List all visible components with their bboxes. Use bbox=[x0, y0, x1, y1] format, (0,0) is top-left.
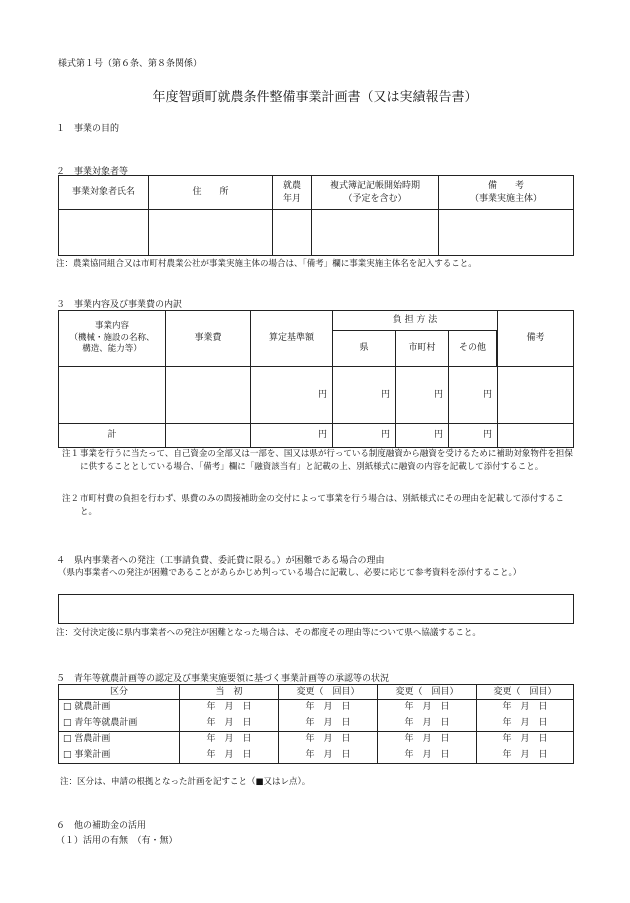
checkbox-farming-plan[interactable]: □ 就農計画 bbox=[63, 702, 111, 713]
yen-unit: 円 bbox=[380, 389, 390, 400]
initial-dates-1[interactable] bbox=[180, 700, 279, 732]
date-field: 年 月 日 bbox=[305, 702, 351, 713]
category-group-2[interactable] bbox=[59, 732, 180, 764]
section4-heading: ４ 県内事業者への発注（工事請負費、委託費に限る。）が困難である場合の理由 bbox=[56, 556, 385, 566]
section1-heading: １ 事業の目的 bbox=[56, 124, 120, 134]
header-pref: 県 bbox=[333, 331, 396, 367]
document-title: 年度智頭町就農条件整備事業計画書（又は実績報告書） bbox=[152, 90, 478, 105]
cell-address[interactable] bbox=[149, 210, 273, 256]
date-field: 年 月 日 bbox=[502, 734, 548, 745]
note1-text: 事業を行うに当たって、自己資金の全部又は一部を、国又は県が行っている制度融資から融資を受けるために補助対象物件を担保に供することとしている場合、「備考」欄に「融資該当有」と記載の上、別紙様式に融資の内容を記載して添付すること。 bbox=[80, 449, 573, 472]
cell-base-amount[interactable] bbox=[251, 367, 333, 424]
date-field: 年 月 日 bbox=[305, 749, 351, 760]
section4-note: 注：交付決定後に県内事業者への発注が困難となった場合は、その都度その理由等について県へ協議すること。 bbox=[56, 628, 481, 638]
cell-total-base[interactable] bbox=[251, 424, 333, 448]
change1-dates-1[interactable] bbox=[279, 700, 378, 732]
section3-heading: ３ 事業内容及び事業費の内訳 bbox=[56, 300, 183, 310]
header-burden-method: 負 担 方 法 bbox=[333, 311, 498, 331]
header-change-3: 変更（ 回目） bbox=[477, 685, 574, 700]
date-field: 年 月 日 bbox=[404, 749, 450, 760]
change3-dates-1[interactable] bbox=[477, 700, 574, 732]
change2-dates-2[interactable] bbox=[378, 732, 477, 764]
header-content: 事業内容 （機械・施設の名称、 構造、能力等） bbox=[59, 311, 166, 367]
cell-town[interactable] bbox=[396, 367, 449, 424]
header-change-1: 変更（ 回目） bbox=[279, 685, 378, 700]
total-label: 計 bbox=[59, 424, 166, 448]
date-field: 年 月 日 bbox=[404, 702, 450, 713]
cell-bookkeeping-start[interactable] bbox=[312, 210, 439, 256]
header-change-2: 変更（ 回目） bbox=[378, 685, 477, 700]
checkbox-business-plan[interactable]: □ 事業計画 bbox=[63, 749, 111, 760]
section5-note: 注：区分は、申請の根拠となった計画を記すこと（■又はレ点）。 bbox=[60, 777, 311, 787]
change3-dates-2[interactable] bbox=[477, 732, 574, 764]
header-cost: 事業費 bbox=[166, 311, 251, 367]
date-field: 年 月 日 bbox=[404, 734, 450, 745]
date-field: 年 月 日 bbox=[206, 717, 252, 728]
date-field: 年 月 日 bbox=[502, 717, 548, 728]
date-field: 年 月 日 bbox=[206, 702, 252, 713]
change1-dates-2[interactable] bbox=[279, 732, 378, 764]
section6-heading: ６ 他の補助金の活用 bbox=[56, 821, 147, 831]
checkbox-youth-farming-plan[interactable]: □ 青年等就農計画 bbox=[63, 717, 138, 728]
date-field: 年 月 日 bbox=[305, 734, 351, 745]
section6-item1: （１）活用の有無 （有・無） bbox=[56, 836, 178, 846]
header-farming-date: 就農 年月 bbox=[273, 176, 312, 210]
date-field: 年 月 日 bbox=[502, 702, 548, 713]
header-bookkeeping-start: 複式簿記記帳開始時期 （予定を含む） bbox=[312, 176, 439, 210]
cell-total-other[interactable] bbox=[449, 424, 498, 448]
cell-total-remarks[interactable] bbox=[498, 424, 574, 448]
checkbox-farm-management-plan[interactable]: □ 営農計画 bbox=[63, 734, 111, 745]
header-address: 住 所 bbox=[149, 176, 273, 210]
form-number: 様式第１号（第６条、第８条関係） bbox=[58, 59, 203, 69]
note2-text: 市町村費の負担を行わず、県費のみの間接補助金の交付によって事業を行う場合は、別紙様式にその理由を記載して添付すること。 bbox=[80, 494, 564, 517]
header-other: その他 bbox=[449, 331, 497, 367]
header-initial: 当 初 bbox=[180, 685, 279, 700]
cell-farming-date[interactable] bbox=[273, 210, 312, 256]
approval-status-table bbox=[58, 684, 574, 764]
cell-total-pref[interactable] bbox=[333, 424, 396, 448]
header-remarks: 備 考 （事業実施主体） bbox=[439, 176, 574, 210]
note1-label: 注１ bbox=[62, 449, 80, 459]
initial-dates-2[interactable] bbox=[180, 732, 279, 764]
yen-unit: 円 bbox=[317, 430, 327, 441]
header-category: 区分 bbox=[59, 685, 180, 700]
target-persons-table bbox=[58, 175, 574, 256]
change2-dates-1[interactable] bbox=[378, 700, 477, 732]
date-field: 年 月 日 bbox=[502, 749, 548, 760]
note2-label: 注２ bbox=[62, 494, 80, 504]
yen-unit: 円 bbox=[380, 430, 390, 441]
cell-remarks3[interactable] bbox=[498, 367, 574, 424]
yen-unit: 円 bbox=[433, 389, 443, 400]
section2-note: 注：農業協同組合又は市町村農業公社が事業実施主体の場合は、「備考」欄に事業実施主体名を記入すること。 bbox=[56, 259, 477, 269]
cell-pref[interactable] bbox=[333, 367, 396, 424]
cell-other[interactable] bbox=[449, 367, 498, 424]
date-field: 年 月 日 bbox=[206, 734, 252, 745]
section5-heading: ５ 青年等就農計画等の認定及び事業実施要領に基づく事業計画等の承認等の状況 bbox=[56, 674, 390, 684]
section2-heading: ２ 事業対象者等 bbox=[56, 167, 129, 177]
cell-remarks[interactable] bbox=[439, 210, 574, 256]
header-base-amount: 算定基準額 bbox=[251, 311, 333, 367]
yen-unit: 円 bbox=[317, 389, 327, 400]
yen-unit: 円 bbox=[483, 389, 493, 400]
reason-input-box[interactable] bbox=[58, 594, 574, 624]
header-name: 事業対象者氏名 bbox=[59, 176, 149, 210]
cell-name[interactable] bbox=[59, 210, 149, 256]
yen-unit: 円 bbox=[433, 430, 443, 441]
header-town: 市町村 bbox=[396, 331, 449, 367]
date-field: 年 月 日 bbox=[305, 717, 351, 728]
section4-subtext: （県内事業者への発注が困難であることがあらかじめ判っている場合に記載し、必要に応じて参考資料を添付すること。） bbox=[58, 568, 522, 578]
date-field: 年 月 日 bbox=[404, 717, 450, 728]
date-field: 年 月 日 bbox=[206, 749, 252, 760]
cost-breakdown-table bbox=[58, 310, 574, 448]
cell-cost[interactable] bbox=[166, 367, 251, 424]
cell-total-town[interactable] bbox=[396, 424, 449, 448]
cell-total-cost[interactable] bbox=[166, 424, 251, 448]
yen-unit: 円 bbox=[483, 430, 493, 441]
cell-content[interactable] bbox=[59, 367, 166, 424]
header-remarks3: 備考 bbox=[498, 311, 574, 367]
category-group-1[interactable] bbox=[59, 700, 180, 732]
